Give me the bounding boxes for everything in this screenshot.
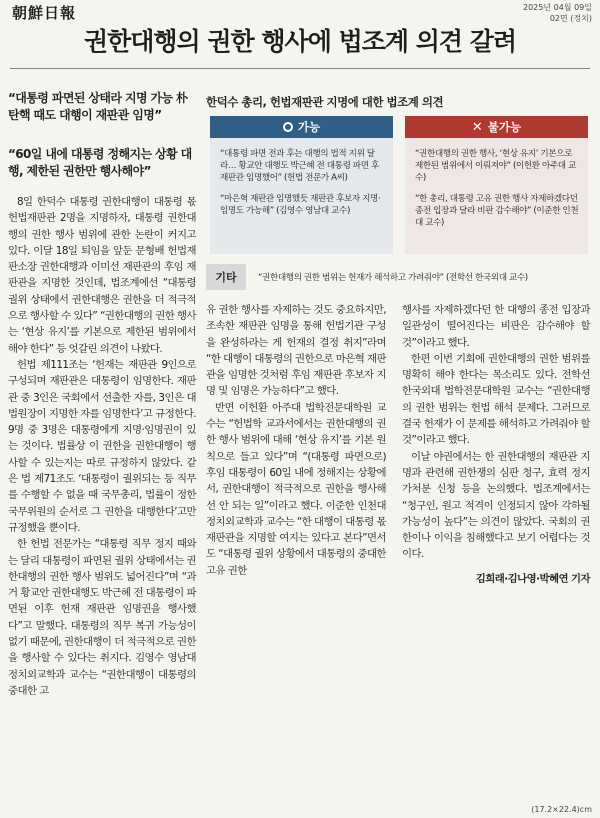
paragraph: 유 권한 행사를 자제하는 것도 중요하지만, 조속한 재판관 임명을 통해 헌법기관 구성을 완성하라는 게 헌재의 결정 취지”라며 “한 대행이 대통령의 권한으로 마은혁 재판관을 임명한 것처럼 후임 재판관 후보자 지명 및 임명은 가능하다”고 했다. xyxy=(206,304,386,398)
x-icon: ✕ xyxy=(471,119,483,135)
paragraph: 8일 한덕수 대통령 권한대행이 대통령 몫 헌법재판관 2명을 지명하자, 대통령 권한대행의 권한 행사 범위에 관한 논란이 커지고 있다. 이달 18일 퇴임을 앞둔 문형배 헌법재판소장 권한대행과 이미선 재판관의 후임 재판관을 지명한 것인데, 법조계에선 “대통령 궐위 상태에서 권한대행은 권한을 더 적극적으로 행사할 수 있다” “권한대행의 권한 행사는 ‘현상 유지’를 기본으로 제한된 범위에서 해야 한다” 등 엇갈린 의견이 나왔다. xyxy=(8,196,196,355)
other-opinion-row xyxy=(206,264,590,290)
paragraph: 반면 이헌환 아주대 법학전문대학원 교수는 “헌법학 교과서에서는 권한대행의 권한 행사 범위에 대해 ‘현상 유지’를 기본 원칙으로 들고 있다”며 “(대통령 파면으로) 후임 대통령이 60일 내에 정해지는 상황에서, 권한대행이 적극적으로 권한을 행사해선 안 되는 일”이라고 했다. 이준한 인천대 정치외교학과 교수는 “한 대행이 대통령 몫 재판관을 지명할 여지는 있다고 본다”면서도 “대통령 궐위 상황에서 대통령의 중대한 고유 권한 xyxy=(206,401,386,577)
con-item: “권한대행의 권한 행사, ‘현상 유지’ 기본으로 제한된 범위에서 이뤄져야” (이헌환 아주대 교수) xyxy=(415,149,576,183)
pro-header xyxy=(210,116,393,138)
subhead-1: “대통령 파면된 상태라 지명 가능 朴 탄핵 때도 대행이 재판관 임명” xyxy=(8,91,188,122)
body-column-2 xyxy=(206,302,386,579)
publish-date: 2025년 04월 09일 xyxy=(523,3,592,12)
dateline xyxy=(523,2,592,24)
body-column-3 xyxy=(402,302,590,587)
con-body xyxy=(405,138,588,254)
headline: 권한대행의 권한 행사에 법조계 의견 갈려 xyxy=(83,27,517,56)
page-section: 02면 (정치) xyxy=(549,14,592,23)
article-size: (17.2×22.4)cm xyxy=(531,805,592,814)
pro-body xyxy=(210,138,393,254)
panel-title: 한덕수 총리, 헌법재판관 지명에 대한 법조계 의견 xyxy=(206,95,444,109)
other-label: 기타 xyxy=(206,264,246,290)
pro-column xyxy=(210,116,393,254)
con-column xyxy=(405,116,588,254)
paragraph: 행사를 자제하겠다던 한 대행의 종전 입장과 일관성이 떨어진다는 비판은 감수해야 할 것”이라고 했다. xyxy=(402,304,590,349)
paragraph: 한 헌법 전문가는 “대통령 직무 정지 때와는 달리 대통령이 파면된 궐위 상태에서는 권한대행의 권한 행사 범위도 넓어진다”며 “과거 황교안 권한대행도 박근혜 전 대통령이 파면된 이후 헌재 재판관 임명권을 행사했다”고 말했다. 대통령의 직무 복귀 가능성이 없기 때문에, 권한대행이 더 적극적으로 권한을 행사할 수 있다는 취지다. 김영수 영남대 정치외교학과 교수는 “권한대행이 대통령의 중대한 고 xyxy=(8,538,196,697)
circle-icon xyxy=(283,122,293,132)
paragraph: 이날 야권에서는 한 권한대행의 재판관 지명과 관련해 권한쟁의 심판 청구, 효력 정지 가처분 신청 등을 논의했다. 법조계에서는 “청구인, 원고 적격이 인정되지 않아 각하될 가능성이 높다”는 의견이 많았다. 국회의 권한이나 이익을 침해했다고 보기 어렵다는 것이다. xyxy=(402,450,590,561)
con-header xyxy=(405,116,588,138)
masthead-logo: 朝鮮日報 xyxy=(12,4,77,22)
paragraph: 헌법 제111조는 ‘헌재는 재판관 9인으로 구성되며 재판관은 대통령이 임명한다. 재판관 중 3인은 국회에서 선출한 자를, 3인은 대법원장이 지명한 자를 임명한다’고 규정한다. 9명 중 3명은 대통령에게 지명·임명권이 있는 것이다. 법률상 이 권한을 권한대행이 행사할 수 있는지는 따로 규정하지 않았다. 같은 법 제71조도 ‘대통령이 궐위되는 등 직무를 수행할 수 없을 때 국무총리, 법률이 정한 국무위원의 순서로 그 권한을 대행한다’고만 규정했을 뿐이다. xyxy=(8,358,196,534)
byline: 김희래·김나영·박혜연 기자 xyxy=(475,572,590,585)
pro-label: 가능 xyxy=(297,120,321,134)
body-column-1 xyxy=(8,194,196,699)
paragraph: 한편 이번 기회에 권한대행의 권한 범위를 명확히 해야 한다는 목소리도 있다. 전학선 한국외대 법학전문대학원 교수는 “권한대행의 권한 범위는 헌법 해석 문제다. 그러므로 결국 헌재가 이 문제를 해석하고 가려줘야 할 것”이라고 했다. xyxy=(402,352,590,447)
other-text: “권한대행의 권한 범위는 헌재가 해석하고 가려줘야” (전학선 한국외대 교수) xyxy=(258,273,528,283)
con-label: 불가능 xyxy=(487,120,522,134)
pro-item: “마은혁 재판관 임명했듯 재판관 후보자 지명·임명도 가능해” (김영수 영남대 교수) xyxy=(220,194,381,216)
headline-divider xyxy=(10,68,590,69)
pro-item: “대통령 파면 전과 후는 대행의 법적 지위 달라… 황교안 대행도 박근혜 전 대통령 파면 후 재판관 임명했어” (헌법 전문가 A씨) xyxy=(220,149,379,183)
subhead-2: “60일 내에 대통령 정해지는 상황 대행, 제한된 권한만 행사해야” xyxy=(8,147,192,178)
con-item: “한 총리, 대통령 고유 권한 행사 자제하겠다던 종전 입장과 달라 비판 감수해야” (이준한 인천대 교수) xyxy=(415,194,579,228)
